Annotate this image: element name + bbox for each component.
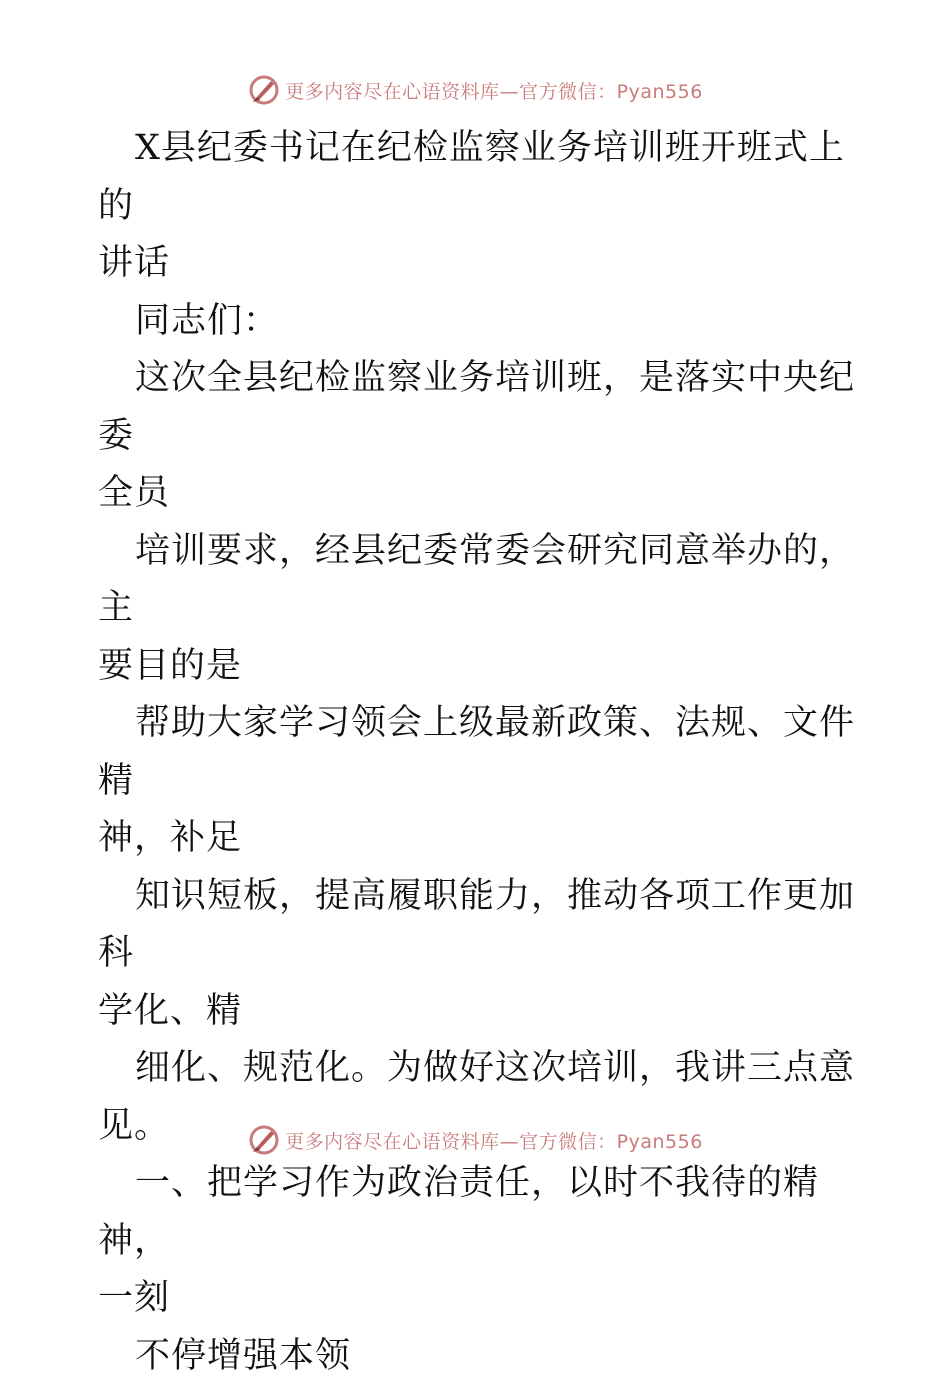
paragraph: 细化、规范化。为做好这次培训，我讲三点意 见。	[98, 1040, 858, 1155]
salutation: 同志们：	[98, 293, 858, 351]
document-body	[98, 120, 858, 1385]
paragraph: 这次全县纪检监察业务培训班，是落实中央纪委 全员	[98, 350, 858, 523]
document-title: X县纪委书记在纪检监察业务培训班开班式上的 讲话	[98, 120, 858, 293]
section-heading: 一、把学习作为政治责任，以时不我待的精神， 一刻	[98, 1155, 858, 1328]
watermark-text: 更多内容尽在心语资料库—官方微信：Pyan556	[285, 1127, 703, 1154]
brush-logo-icon	[247, 73, 281, 107]
paragraph: 培训要求，经县纪委常委会研究同意举办的，主 要目的是	[98, 523, 858, 696]
paragraph: 帮助大家学习领会上级最新政策、法规、文件精 神，补足	[98, 695, 858, 868]
watermark-header	[0, 70, 950, 110]
paragraph: 知识短板，提高履职能力，推动各项工作更加科 学化、精	[98, 868, 858, 1041]
watermark-footer	[0, 1120, 950, 1160]
paragraph: 不停增强本领	[98, 1328, 858, 1385]
watermark-text: 更多内容尽在心语资料库—官方微信：Pyan556	[285, 77, 703, 104]
brush-logo-icon	[247, 1123, 281, 1157]
